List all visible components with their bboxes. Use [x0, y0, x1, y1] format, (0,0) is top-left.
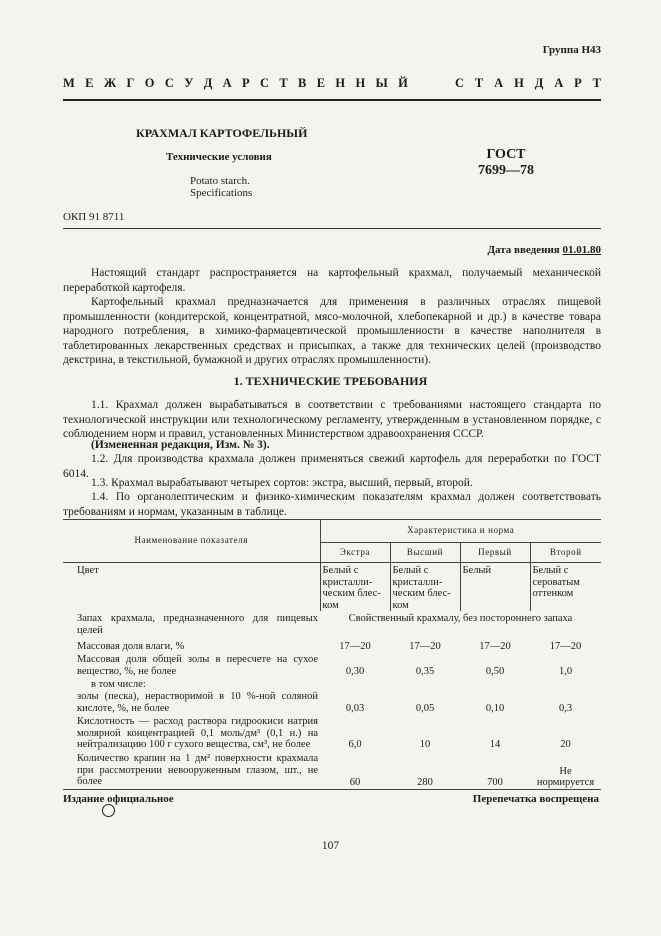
circle-mark-icon: [102, 804, 115, 817]
cell-color-highest: Белый с кристалли-ческим блес-ком: [390, 563, 460, 612]
cell-sand-second: 0,3: [558, 702, 573, 714]
gost-label: ГОСТ: [486, 147, 526, 162]
clause-1-1-amendment-note: (Измененная редакция, Изм. № 3).: [91, 439, 270, 451]
banner-letter: Т: [592, 76, 601, 90]
english-title: Potato starch.: [190, 175, 250, 187]
cell-specks-highest: 280: [390, 751, 460, 789]
cell-specks-second: Не нормируется: [530, 751, 601, 789]
introduction-date-value: 01.01.80: [562, 244, 601, 256]
cell-acidity-second: 20: [560, 739, 571, 751]
scope-paragraph: Настоящий стандарт распространяется на картофельный крахмал, получаемый механической переработкой картофеля.: [63, 267, 601, 294]
banner-letter: Н: [514, 76, 524, 90]
banner-letter: Г: [126, 76, 135, 90]
banner-letter: С: [455, 76, 465, 90]
table-row-smell: [63, 611, 601, 636]
banner-letter: Ы: [375, 76, 388, 90]
banner-letter: В: [298, 76, 307, 90]
banner-word-standard: [455, 76, 601, 91]
banner-letter: Н: [335, 76, 346, 90]
interstate-standard-banner: [63, 76, 601, 91]
group-code: Группа Н43: [542, 44, 601, 56]
row-name-smell: Запах крахмала, предназначенного для пищевых целей: [77, 613, 318, 636]
table-row-including: [63, 677, 601, 691]
clause-1-3: 1.3. Крахмал вырабатывают четырех сортов: экстра, высший, первый, второй.: [91, 477, 473, 489]
table-row-color: [63, 563, 601, 612]
banner-letter: Е: [85, 76, 94, 90]
cell-ash-highest: 0,35: [415, 665, 435, 677]
banner-letter: А: [222, 76, 232, 90]
gost-designation: [478, 147, 534, 179]
cell-color-first: Белый: [460, 563, 530, 612]
banner-letter: М: [63, 76, 75, 90]
header-grade-extra: Экстра: [320, 543, 390, 563]
cell-acidity-first: 14: [489, 739, 501, 751]
clause-1-4: 1.4. По органолептическим и физико-химическим показателям крахмал должен соответствовать требованиям и нормам, указанным в таблице.: [63, 491, 601, 518]
banner-letter: Н: [355, 76, 366, 90]
cell-specks-extra: 60: [320, 751, 390, 789]
cell-ash-extra: 0,30: [345, 665, 365, 677]
row-name-ash: Массовая доля общей золы в пересчете на сухое вещество, %, не более: [77, 654, 318, 677]
banner-word-interstate: [63, 76, 408, 91]
cell-acidity-highest: 10: [419, 739, 431, 751]
cell-sand-first: 0,10: [485, 702, 505, 714]
row-name-acidity: Кислотность — расход раствора гидроокиси натрия молярной концентрацией 0,1 моль/дм³ (0,1 н.) на нейтрализацию 100 г сухого вещества, см³, не более: [77, 716, 318, 751]
header-grade-second: Второй: [530, 543, 601, 563]
row-name-including: в том числе:: [91, 679, 146, 691]
cell-ash-first: 0,50: [485, 665, 505, 677]
banner-letter: Д: [534, 76, 544, 90]
cell-moisture-extra: 17—20: [339, 640, 371, 652]
table-row-sand: [63, 691, 601, 714]
cell-color-extra: Белый с кристалли-ческим блес-ком: [320, 563, 390, 612]
cell-moisture-second: 17—20: [549, 640, 582, 652]
banner-letter: Д: [203, 76, 213, 90]
banner-letter: А: [554, 76, 564, 90]
table-row-acidity: [63, 714, 601, 751]
header-grade-highest: Высший: [390, 543, 460, 563]
reprint-prohibited-label: Перепечатка воспрещена: [472, 793, 599, 805]
banner-letter: Е: [316, 76, 326, 90]
banner-letter: Т: [474, 76, 484, 90]
table-row-moisture: [63, 637, 601, 653]
document-title: КРАХМАЛ КАРТОФЕЛЬНЫЙ: [136, 126, 308, 140]
cell-acidity-extra: 6,0: [348, 739, 362, 751]
table-row-ash: [63, 652, 601, 677]
document-subtitle: Технические условия: [166, 151, 272, 163]
introduction-date: [487, 244, 601, 256]
cell-specks-first: 700: [460, 751, 530, 789]
official-edition-label: Издание официальное: [63, 793, 174, 805]
clause-1-2: 1.2. Для производства крахмала должен применяться свежий картофель для переработки по ГОСТ 6014.: [63, 453, 601, 480]
cell-smell-all-grades: Свойственный крахмалу, без постороннего запаха: [348, 613, 573, 625]
banner-letter: Р: [242, 76, 250, 90]
gost-number: 7699—78: [478, 163, 534, 178]
header-indicator: Наименование показателя: [63, 520, 320, 563]
cell-sand-highest: 0,05: [415, 702, 435, 714]
page-number: 107: [321, 840, 340, 852]
cell-color-second: Белый с сероватым оттенком: [530, 563, 601, 612]
banner-letter: Т: [279, 76, 288, 90]
english-subtitle: Specifications: [190, 187, 253, 199]
section-title-technical-requirements: 1. ТЕХНИЧЕСКИЕ ТРЕБОВАНИЯ: [233, 374, 428, 388]
table-row-specks: [63, 751, 601, 789]
header-rule: [63, 99, 601, 101]
banner-letter: С: [260, 76, 270, 90]
cell-moisture-highest: 17—20: [409, 640, 441, 652]
banner-letter: У: [184, 76, 194, 90]
requirements-table: [63, 519, 601, 790]
okp-code: ОКП 91 8711: [63, 211, 125, 223]
row-name-moisture: Массовая доля влаги, %: [77, 640, 185, 652]
banner-letter: Ж: [103, 76, 117, 90]
header-grade-first: Первый: [460, 543, 530, 563]
header-characteristic-norm: Характеристика и норма: [320, 520, 601, 543]
row-name-color: Цвет: [77, 565, 99, 576]
banner-letter: С: [164, 76, 174, 90]
okp-rule: [63, 228, 601, 229]
cell-moisture-first: 17—20: [479, 640, 511, 652]
introduction-date-label: Дата введения: [487, 244, 560, 256]
banner-letter: Р: [574, 76, 582, 90]
banner-letter: А: [494, 76, 504, 90]
clause-1-1: 1.1. Крахмал должен вырабатываться в соответствии с требованиями настоящего стандарта по технологической инструкции или технологическому регламенту, утвержденным в установленном порядке, с соблюдением норм и правил, установленных Министерством здравоохранения СССР.: [63, 399, 601, 441]
banner-letter: О: [144, 76, 155, 90]
row-name-specks: Количество крапин на 1 дм² поверхности крахмала при рассмотрении невооруженным глазом, шт., не более: [63, 751, 320, 789]
cell-ash-second: 1,0: [558, 665, 573, 677]
cell-sand-extra: 0,03: [345, 702, 365, 714]
row-name-sand: золы (песка), нерастворимой в 10 %-ной соляной кислоте, %, не более: [77, 690, 318, 714]
purpose-paragraph: Картофельный крахмал предназначается для применения в различных отраслях пищевой промышленности (кондитерской, концентратной, мясо-молочной, хлебопекарной и др.) в качестве товара народного потребления, в химико-фармацевтической промышленности в качестве наполнителя в таблетированных лекарственных средствах и присыпках, а также для технических целей (производство декстрина, в текстильной, бумажной и других отраслях промышленности).: [63, 296, 601, 367]
banner-letter: Й: [398, 76, 408, 90]
